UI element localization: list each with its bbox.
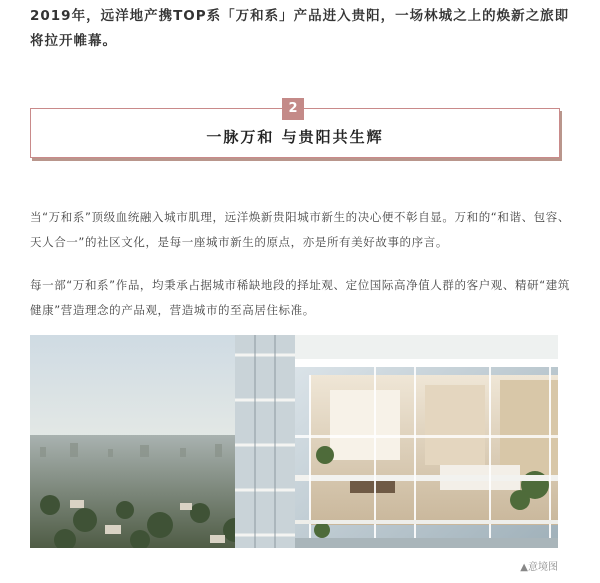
image-caption: ▲意境图	[520, 562, 558, 573]
intro-paragraph: 2019年，远洋地产携TOP系「万和系」产品进入贵阳，一场林城之上的焕新之旅即将拉开帷幕。	[30, 8, 570, 49]
section-title: 一脉万和 与贵阳共生辉	[206, 128, 384, 146]
body-paragraph-1: 当“万和系”顶级血统融入城市肌理，远洋焕新贵阳城市新生的决心便不彰自显。万和的“和谐、包容、天人合一”的社区文化，是每一座城市新生的原点，亦是所有美好故事的序言。	[30, 210, 570, 249]
photo-illustration	[30, 335, 558, 548]
building-balcony-photo	[30, 335, 558, 548]
body-paragraph-2: 每一部“万和系”作品，均秉承占据城市稀缺地段的择址观、定位国际高净值人群的客户观、精研“建筑健康”营造理念的产品观，营造城市的至高居住标准。	[30, 278, 570, 317]
section-number-badge: 2	[282, 98, 304, 120]
